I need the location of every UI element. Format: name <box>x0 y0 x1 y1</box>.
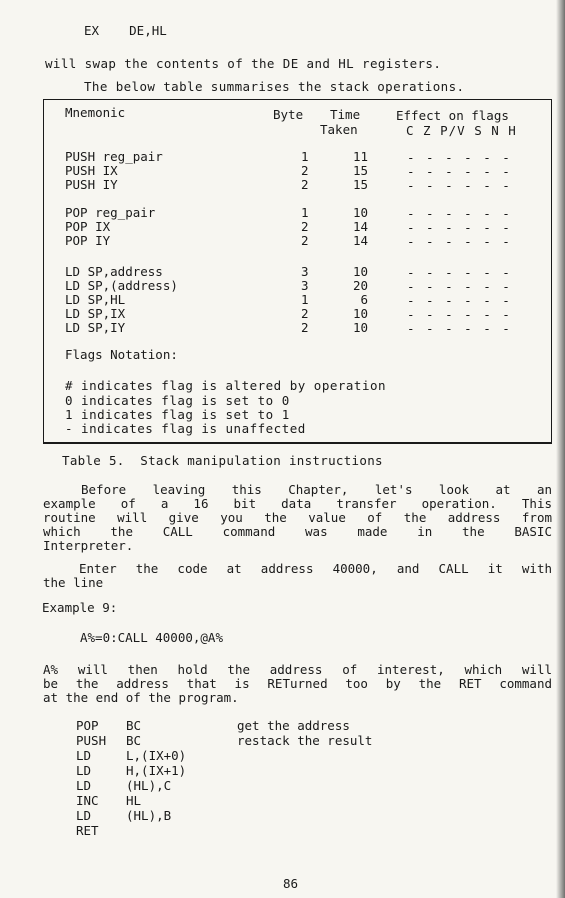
code-op: PUSH <box>76 733 107 748</box>
row-flags: - - - - - - <box>407 220 512 235</box>
code-op: RET <box>76 823 99 838</box>
code-op: LD <box>76 808 92 823</box>
row-byte: 3 <box>301 278 309 293</box>
row-mnemonic: LD SP,IY <box>65 320 126 335</box>
row-time: 15 <box>352 163 368 178</box>
row-mnemonic: POP reg_pair <box>65 205 156 220</box>
row-byte: 2 <box>301 233 309 248</box>
row-mnemonic: POP IY <box>65 233 111 248</box>
code-arg: L,(IX+0) <box>126 748 187 763</box>
row-time: 20 <box>352 278 368 293</box>
paragraph-line: A% will then hold the address of interest, which will <box>43 662 552 677</box>
row-time: 14 <box>352 219 368 234</box>
header-mnemonic: Mnemonic <box>65 105 126 120</box>
paragraph-address-of-interest <box>43 663 552 705</box>
row-flags: - - - - - - <box>407 321 512 336</box>
paragraph-line: at the end of the program. <box>43 690 239 705</box>
page-number: 86 <box>283 876 299 891</box>
row-flags: - - - - - - <box>407 293 512 308</box>
code-arg: H,(IX+1) <box>126 763 187 778</box>
table-intro: The below table summarises the stack operations. <box>84 79 465 94</box>
row-mnemonic: LD SP,IX <box>65 306 126 321</box>
paragraph-line: example of a 16 bit data transfer operation. This <box>43 496 552 511</box>
row-byte: 2 <box>301 306 309 321</box>
row-flags: - - - - - - <box>407 178 512 193</box>
notation-line: 0 indicates flag is set to 0 <box>65 393 290 408</box>
row-byte: 1 <box>301 149 309 164</box>
row-flags: - - - - - - <box>407 164 512 179</box>
example-label: Example 9: <box>42 600 118 615</box>
table-caption: Table 5. Stack manipulation instructions <box>62 453 383 468</box>
header-byte: Byte <box>273 107 304 122</box>
code-arg: HL <box>126 793 142 808</box>
paragraph-enter-code <box>43 562 552 590</box>
row-time: 11 <box>352 149 368 164</box>
row-byte: 2 <box>301 219 309 234</box>
header-taken: Taken <box>320 122 358 137</box>
paragraph-line: which the CALL command was made in the BASIC <box>43 524 552 539</box>
code-op: INC <box>76 793 99 808</box>
code-op: LD <box>76 778 92 793</box>
row-time: 6 <box>360 292 368 307</box>
row-time: 15 <box>352 177 368 192</box>
code-op: POP <box>76 718 99 733</box>
row-flags: - - - - - - <box>407 150 512 165</box>
row-flags: - - - - - - <box>407 265 512 280</box>
notation-line: 1 indicates flag is set to 1 <box>65 407 290 422</box>
example-code: A%=0:CALL 40000,@A% <box>80 630 223 645</box>
page-edge-shadow <box>556 0 565 898</box>
swap-example: EX DE,HL <box>84 23 167 38</box>
code-arg: (HL),C <box>126 778 172 793</box>
code-op: LD <box>76 763 92 778</box>
code-arg: (HL),B <box>126 808 172 823</box>
paragraph-line: be the address that is RETurned too by the RET command <box>43 676 552 691</box>
swap-text: will swap the contents of the DE and HL registers. <box>45 56 442 71</box>
row-mnemonic: LD SP,address <box>65 264 163 279</box>
code-arg: BC <box>126 733 142 748</box>
paragraph-leaving-chapter <box>43 483 552 553</box>
stack-operations-table <box>43 99 552 444</box>
code-arg: BC <box>126 718 142 733</box>
header-time: Time <box>330 107 361 122</box>
notation-line: - indicates flag is unaffected <box>65 421 306 436</box>
code-comment: get the address <box>237 718 350 733</box>
header-effect-on-flags: Effect on flags <box>396 108 509 123</box>
row-time: 10 <box>352 306 368 321</box>
row-byte: 1 <box>301 292 309 307</box>
row-time: 10 <box>352 264 368 279</box>
row-time: 10 <box>352 205 368 220</box>
code-op: LD <box>76 748 92 763</box>
notation-line: # indicates flag is altered by operation <box>65 378 387 393</box>
row-mnemonic: PUSH IY <box>65 177 118 192</box>
row-mnemonic: LD SP,(address) <box>65 278 178 293</box>
row-time: 10 <box>352 320 368 335</box>
row-flags: - - - - - - <box>407 206 512 221</box>
row-flags: - - - - - - <box>407 279 512 294</box>
row-byte: 2 <box>301 177 309 192</box>
row-mnemonic: PUSH reg_pair <box>65 149 163 164</box>
paragraph-line: the line <box>43 575 104 590</box>
row-mnemonic: LD SP,HL <box>65 292 126 307</box>
paragraph-line: Interpreter. <box>43 538 134 553</box>
header-flag-letters: C Z P/V S N H <box>406 123 517 138</box>
row-time: 14 <box>352 233 368 248</box>
paragraph-line: routine will give you the value of the address from <box>43 510 552 525</box>
row-byte: 2 <box>301 163 309 178</box>
paragraph-line: Enter the code at address 40000, and CALL it with <box>79 561 552 576</box>
row-byte: 1 <box>301 205 309 220</box>
code-comment: restack the result <box>237 733 373 748</box>
row-flags: - - - - - - <box>407 234 512 249</box>
row-flags: - - - - - - <box>407 307 512 322</box>
row-mnemonic: PUSH IX <box>65 163 118 178</box>
row-mnemonic: POP IX <box>65 219 111 234</box>
paragraph-line: Before leaving this Chapter, let's look at an <box>81 482 552 497</box>
row-byte: 3 <box>301 264 309 279</box>
row-byte: 2 <box>301 320 309 335</box>
flags-notation-title: Flags Notation: <box>65 347 178 362</box>
